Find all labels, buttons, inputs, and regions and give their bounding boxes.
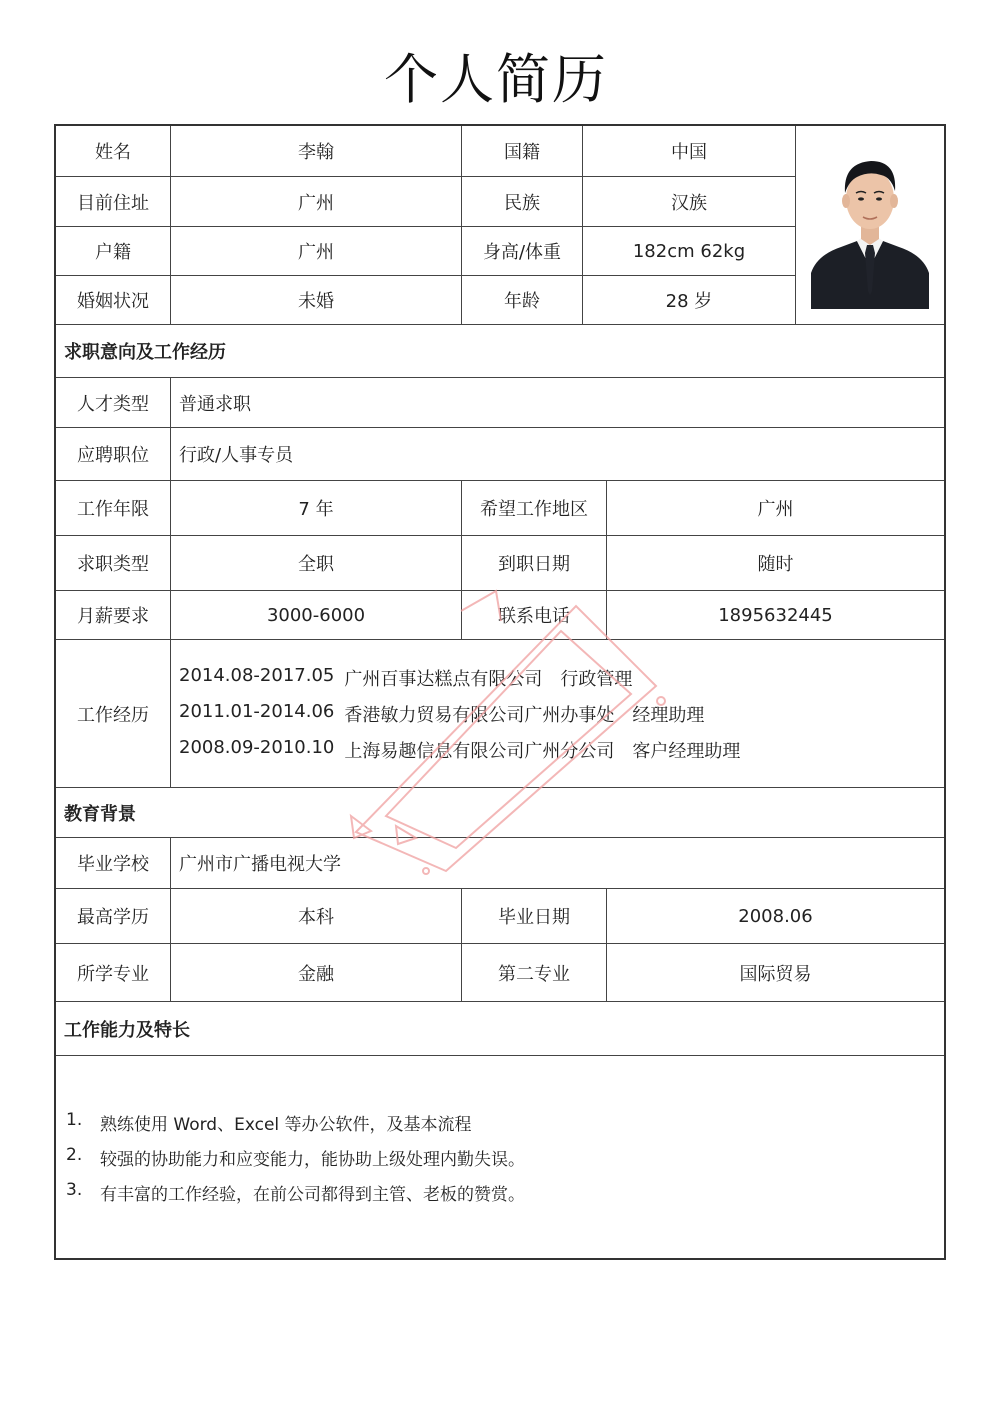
age-label: 年龄 — [462, 276, 583, 325]
nationality-label: 国籍 — [462, 126, 583, 177]
skill-text: 熟练使用 Word、Excel 等办公软件，及基本流程 — [100, 1114, 472, 1135]
ethnicity-value: 汉族 — [583, 177, 796, 227]
skills-list — [66, 1110, 944, 1205]
skill-item — [66, 1180, 944, 1205]
talent-label: 人才类型 — [56, 378, 171, 428]
height-weight-label: 身高/体重 — [462, 227, 583, 276]
skill-number: 2. — [66, 1144, 83, 1165]
degree-label: 最高学历 — [56, 889, 171, 944]
experience-label: 工作经历 — [56, 640, 171, 788]
experience-cell — [171, 640, 944, 788]
skill-text: 有丰富的工作经验，在前公司都得到主管、老板的赞赏。 — [100, 1184, 525, 1205]
experience-role: 经理助理 — [632, 704, 705, 726]
skill-text: 较强的协助能力和应变能力，能协助上级处理内勤失误。 — [100, 1149, 525, 1170]
experience-period: 2011.01-2014.06 — [179, 700, 335, 722]
ethnicity-label: 民族 — [462, 177, 583, 227]
experience-item — [179, 701, 740, 727]
grad-label: 毕业日期 — [462, 889, 607, 944]
years-label: 工作年限 — [56, 481, 171, 536]
job-section-title: 求职意向及工作经历 — [56, 325, 944, 378]
experience-role: 行政管理 — [560, 668, 633, 690]
salary-label: 月薪要求 — [56, 591, 171, 640]
education-section-title: 教育背景 — [56, 788, 944, 838]
experience-item — [179, 737, 740, 763]
school-label: 毕业学校 — [56, 838, 171, 889]
type-label: 求职类型 — [56, 536, 171, 591]
page-title: 个人简历 — [384, 48, 608, 111]
hukou-label: 户籍 — [56, 227, 171, 276]
second-major-value: 国际贸易 — [607, 944, 944, 1002]
skill-item — [66, 1110, 944, 1135]
experience-company: 香港敏力贸易有限公司广州办事处 — [344, 704, 615, 726]
position-label: 应聘职位 — [56, 428, 171, 481]
phone-label: 联系电话 — [462, 591, 607, 640]
location-label: 希望工作地区 — [462, 481, 607, 536]
years-value: 7 年 — [171, 481, 462, 536]
nationality-value: 中国 — [583, 126, 796, 177]
second-major-label: 第二专业 — [462, 944, 607, 1002]
height-weight-value: 182cm 62kg — [583, 227, 796, 276]
photo-cell — [796, 126, 944, 325]
name-value: 李翰 — [171, 126, 462, 177]
skills-cell — [56, 1056, 944, 1258]
name-label: 姓名 — [56, 126, 171, 177]
grad-value: 2008.06 — [607, 889, 944, 944]
start-label: 到职日期 — [462, 536, 607, 591]
school-value: 广州市广播电视大学 — [171, 838, 944, 889]
experience-item — [179, 665, 740, 691]
resume-table — [54, 124, 946, 1260]
start-value: 随时 — [607, 536, 944, 591]
major-value: 金融 — [171, 944, 462, 1002]
hukou-value: 广州 — [171, 227, 462, 276]
skills-section-title: 工作能力及特长 — [56, 1002, 944, 1056]
experience-period: 2014.08-2017.05 — [179, 664, 335, 686]
degree-value: 本科 — [171, 889, 462, 944]
experience-role: 客户经理助理 — [632, 740, 741, 762]
experience-company: 上海易趣信息有限公司广州分公司 — [344, 740, 615, 762]
address-value: 广州 — [171, 177, 462, 227]
marital-label: 婚姻状况 — [56, 276, 171, 325]
major-label: 所学专业 — [56, 944, 171, 1002]
type-value: 全职 — [171, 536, 462, 591]
experience-period: 2008.09-2010.10 — [179, 736, 335, 758]
experience-list — [179, 665, 740, 763]
salary-value: 3000-6000 — [171, 591, 462, 640]
experience-company: 广州百事达糕点有限公司 — [344, 668, 543, 690]
skill-number: 3. — [66, 1179, 83, 1200]
address-label: 目前住址 — [56, 177, 171, 227]
age-value: 28 岁 — [583, 276, 796, 325]
marital-value: 未婚 — [171, 276, 462, 325]
phone-value: 1895632445 — [607, 591, 944, 640]
skill-number: 1. — [66, 1109, 83, 1130]
skill-item — [66, 1145, 944, 1170]
position-value: 行政/人事专员 — [171, 428, 944, 481]
location-value: 广州 — [607, 481, 944, 536]
person-portrait-icon — [811, 141, 929, 309]
talent-value: 普通求职 — [171, 378, 944, 428]
